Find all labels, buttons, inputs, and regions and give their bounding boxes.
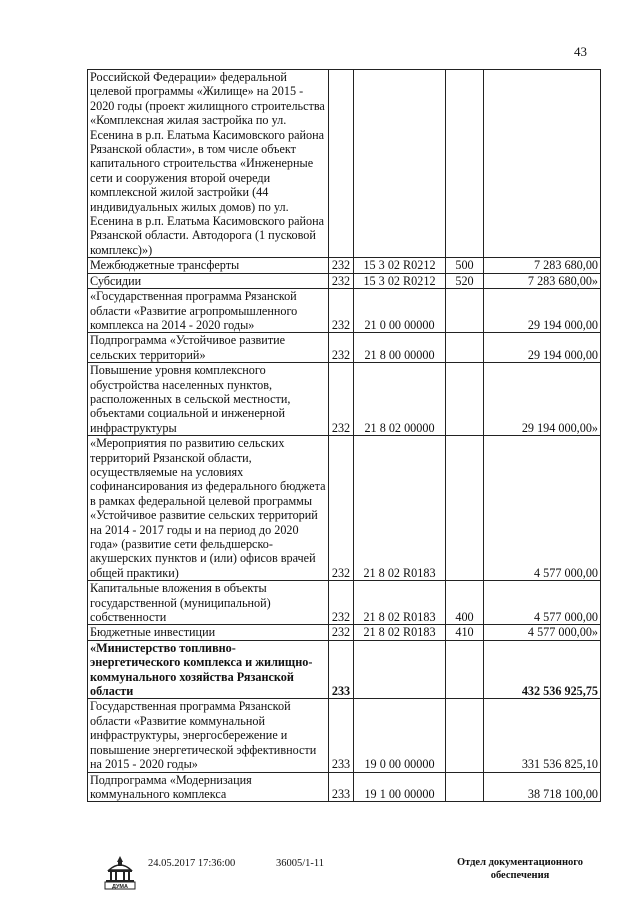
table-row [88,625,601,640]
cell-sum: 29 194 000,00 [484,289,601,333]
cell-code: 19 1 00 00000 [354,772,446,802]
cell-name: Подпрограмма «Модернизация коммунального комплекса [88,772,329,802]
table-row [88,436,601,581]
table-row [88,699,601,772]
cell-code: 21 8 00 00000 [354,333,446,363]
cell-sum: 4 577 000,00 [484,581,601,625]
cell-code: 15 3 02 R0212 [354,258,446,273]
cell-gr: 232 [329,436,354,581]
cell-name: Подпрограмма «Устойчивое развитие сельских территорий» [88,333,329,363]
cell-code [354,640,446,699]
cell-vr [446,772,484,802]
cell-vr: 520 [446,273,484,288]
cell-name: «Мероприятия по развитию сельских территорий Рязанской области, осуществляемые на условиях софинансирования из федерального бюджета в рамках федеральной целевой программы «Устойчивое развитие сельских территорий на 2014 - 2017 годы и на период до 2020 года» (развитие сети фельдшерско-акушерских пунктов и (или) офисов врачей общей практики) [88,436,329,581]
table-row [88,273,601,288]
cell-sum [484,70,601,258]
cell-sum: 432 536 925,75 [484,640,601,699]
cell-gr: 232 [329,363,354,436]
cell-sum: 331 536 825,10 [484,699,601,772]
cell-vr [446,640,484,699]
cell-vr: 400 [446,581,484,625]
cell-code: 21 8 02 R0183 [354,581,446,625]
cell-sum: 4 577 000,00 [484,436,601,581]
cell-name: «Министерство топливно-энергетического комплекса и жилищно-коммунального хозяйства Рязанской области [88,640,329,699]
cell-gr: 233 [329,772,354,802]
duma-emblem-icon [103,854,137,890]
table-row [88,289,601,333]
table-row [88,640,601,699]
cell-vr [446,699,484,772]
cell-name: Государственная программа Рязанской области «Развитие коммунальной инфраструктуры, энергосбережение и повышение энергетической эффективности на 2015 - 2020 годы» [88,699,329,772]
cell-name: Повышение уровня комплексного обустройства населенных пунктов, расположенных в сельской местности, объектами социальной и инженерной инфраструктуры [88,363,329,436]
cell-vr [446,333,484,363]
cell-code: 15 3 02 R0212 [354,273,446,288]
cell-sum: 7 283 680,00» [484,273,601,288]
cell-code [354,70,446,258]
cell-code: 21 8 02 R0183 [354,625,446,640]
cell-gr: 233 [329,699,354,772]
table-row [88,333,601,363]
cell-gr: 232 [329,273,354,288]
table-row [88,772,601,802]
logo-text: ДУМА [112,884,128,890]
cell-name: Капитальные вложения в объекты государственной (муниципальной) собственности [88,581,329,625]
cell-gr: 232 [329,289,354,333]
cell-name: Российской Федерации» федеральной целевой программы «Жилище» на 2015 - 2020 годы (проект жилищного строительства «Комплексная жилая застройка по ул. Есенина в р.п. Елатьма Касимовского района Рязанской области», в том числе объект капитального строительства «Инженерные сети и сооружения второй очереди комплексной жилой застройки (44 индивидуальных жилых домов) по ул. Есенина в р.п. Елатьма Касимовского района Рязанской области. Автодорога (1 пусковой комплекс)») [88,70,329,258]
budget-table [87,69,601,802]
cell-gr: 232 [329,581,354,625]
cell-code: 19 0 00 00000 [354,699,446,772]
cell-sum: 38 718 100,00 [484,772,601,802]
footer-date: 24.05.2017 17:36:00 [148,858,236,869]
footer-doc-number: 36005/1-11 [276,858,325,869]
cell-sum: 29 194 000,00 [484,333,601,363]
footer-department: Отдел документационного обеспечения [456,857,584,881]
table-row [88,70,601,258]
cell-gr [329,70,354,258]
budget-table-body [88,70,601,802]
page-footer [0,850,640,900]
cell-sum: 29 194 000,00» [484,363,601,436]
cell-gr: 233 [329,640,354,699]
cell-vr [446,70,484,258]
cell-name: Бюджетные инвестиции [88,625,329,640]
cell-sum: 7 283 680,00 [484,258,601,273]
cell-vr [446,363,484,436]
cell-code: 21 8 02 R0183 [354,436,446,581]
cell-vr: 410 [446,625,484,640]
cell-name: Межбюджетные трансферты [88,258,329,273]
cell-gr: 232 [329,258,354,273]
cell-vr [446,289,484,333]
cell-code: 21 8 02 00000 [354,363,446,436]
cell-vr [446,436,484,581]
cell-name: Субсидии [88,273,329,288]
table-row [88,581,601,625]
table-row [88,363,601,436]
cell-gr: 232 [329,333,354,363]
cell-vr: 500 [446,258,484,273]
cell-name: «Государственная программа Рязанской области «Развитие агропромышленного комплекса на 2014 - 2020 годы» [88,289,329,333]
cell-sum: 4 577 000,00» [484,625,601,640]
page-number: 43 [574,44,587,59]
table-row [88,258,601,273]
cell-gr: 232 [329,625,354,640]
cell-code: 21 0 00 00000 [354,289,446,333]
